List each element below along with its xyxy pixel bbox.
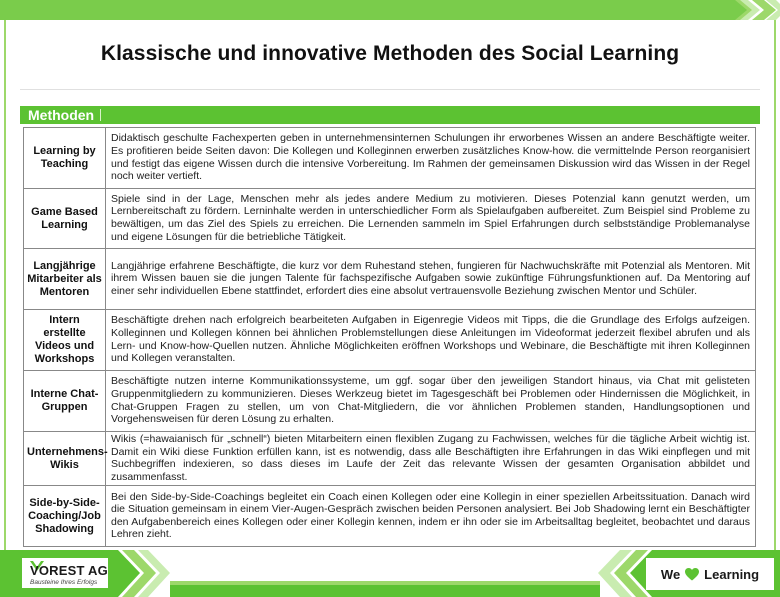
table-row	[24, 249, 756, 310]
method-description: Beschäftigte nutzen interne Kommunikationssysteme, um ggf. sogar über den jeweiligen Standort hinaus, via Chat mit gelisteten Gruppenmitgliedern zu kommunizieren. Dieses Werkzeug bietet im Tagesgeschäft bei Problemen oder Hindernissen die Möglichkeit, in Chat-Gruppen Fragen zu stellen, um von Chat-Mitgliedern, die vor ähnlichen Problemen standen, Handlungsoptionen und Vorgehensweisen für deren Lösung zu erhalten.	[106, 371, 756, 432]
method-name: Unternehmens-Wikis	[24, 432, 106, 486]
method-name: Side-by-Side-Coaching/Job Shadowing	[24, 486, 106, 547]
section-header-divider	[100, 109, 101, 121]
method-name: Langjährige Mitarbeiter als Mentoren	[24, 249, 106, 310]
method-description: Langjährige erfahrene Beschäftigte, die kurz vor dem Ruhestand stehen, fungieren für Nachwuchskräfte mit Potenzial als Mentoren. Mit ihrem Wissen bauen sie die jungen Talente für fachspezifische Aufgaben sowie zukünftige Führungsfunktionen auf. Da Mentoring auf einer sehr individuellen Ebene stattfindet, erfordert dies eine absolut vertrauensvolle Beziehung zwischen Mentor und Schüler.	[106, 249, 756, 310]
table-row	[24, 486, 756, 547]
method-name: Intern erstellte Videos und Workshops	[24, 310, 106, 371]
method-name: Game Based Learning	[24, 189, 106, 249]
method-description: Bei den Side-by-Side-Coachings begleitet ein Coach einen Kollegen oder eine Kollegin in einer speziellen Arbeitssituation. Danach wird die Situation gemeinsam in einem Vier-Augen-Gespräch zwischen beiden Personen analysiert. Bei Job Shadowing lernt ein Beschäftigter den Aufgabenbereich eines Kollegen oder einer Kollegin kennen, indem er ihn oder sie im Arbeitsalltag begleitet, beobachtet und daraus Lehren zieht.	[106, 486, 756, 547]
section-header	[20, 106, 760, 124]
table-row	[24, 189, 756, 249]
top-decoration-bar	[0, 0, 780, 22]
methods-table	[23, 127, 756, 547]
section-header-label: Methoden	[28, 107, 95, 123]
table-row	[24, 128, 756, 189]
table-row	[24, 371, 756, 432]
table-row	[24, 432, 756, 486]
method-description: Spiele sind in der Lage, Menschen mehr als jedes andere Medium zu motivieren. Dieses Potenzial kann genutzt werden, um Lernbereitschaft zu fördern. Lerninhalte werden in unterschiedlicher Form als Spielaufgaben aufbereitet. Zum Beispiel sind Probleme zu bewältigen, um das Ziel des Spiels zu erreichen. Die Lernenden sammeln im Spiel Erfahrungen durch selbstständige Problemanalyse und eigene Lösungen für die betriebliche Tätigkeit.	[106, 189, 756, 249]
table-row	[24, 310, 756, 371]
logo-name: VOREST AG	[30, 563, 108, 578]
method-name: Learning by Teaching	[24, 128, 106, 189]
method-description: Beschäftigte drehen nach erfolgreich bearbeiteten Aufgaben in Eigenregie Videos mit Tipps, die die Grundlage des Erfolgs aufzeigen. Kolleginnen und Kollegen können bei ähnlichen Problemstellungen diese Anleitungen im Videoformat jederzeit flexibel abrufen und als Lern- und Know-how-Quellen nutzen. Ähnliche Möglichkeiten eröffnen Workshops und Webinare, die Beschäftigte mit ihren Kolleginnen und Kollegen veranstalten.	[106, 310, 756, 371]
slogan-panel	[646, 558, 774, 590]
method-name: Interne Chat-Gruppen	[24, 371, 106, 432]
page-title: Klassische und innovative Methoden des Social Learning	[100, 42, 680, 65]
heart-icon	[685, 568, 699, 581]
slogan-we: We	[660, 566, 681, 582]
method-description: Didaktisch geschulte Fachexperten geben in unternehmensinternen Schulungen ihr erworbenes Wissen an andere Beschäftigte weiter. Es profitieren beide Seiten davon: Die Kollegen und Kolleginnen erwerben zusätzliches Know-how. die vermittelnde Person reorganisiert und festigt das eigene Wissen durch die intensive Vorbereitung. Im Rahmen der gemeinsamen Diskussion wird das Wissen in der Regel noch weiter vertieft.	[106, 128, 756, 189]
logo-tagline: Bausteine Ihres Erfolgs	[30, 579, 98, 586]
method-description: Wikis (=hawaianisch für „schnell“) bieten Mitarbeitern einen flexiblen Zugang zu Fachwissen, welches für die tägliche Arbeit wichtig ist. Damit ein Wiki diese Funktion erfüllen kann, ist es notwendig, dass alle Beschäftigten ihre Erfahrungen in das Wiki einpflegen und mit Suchbegriffen indexieren, so dass dieses im Laufe der Zeit das relevante Wissen der gesamten Organisation abbildet und zusammenfasst.	[106, 432, 756, 486]
title-divider	[20, 89, 760, 90]
bottom-green-strip	[170, 581, 600, 597]
slogan-learning: Learning	[704, 566, 760, 582]
